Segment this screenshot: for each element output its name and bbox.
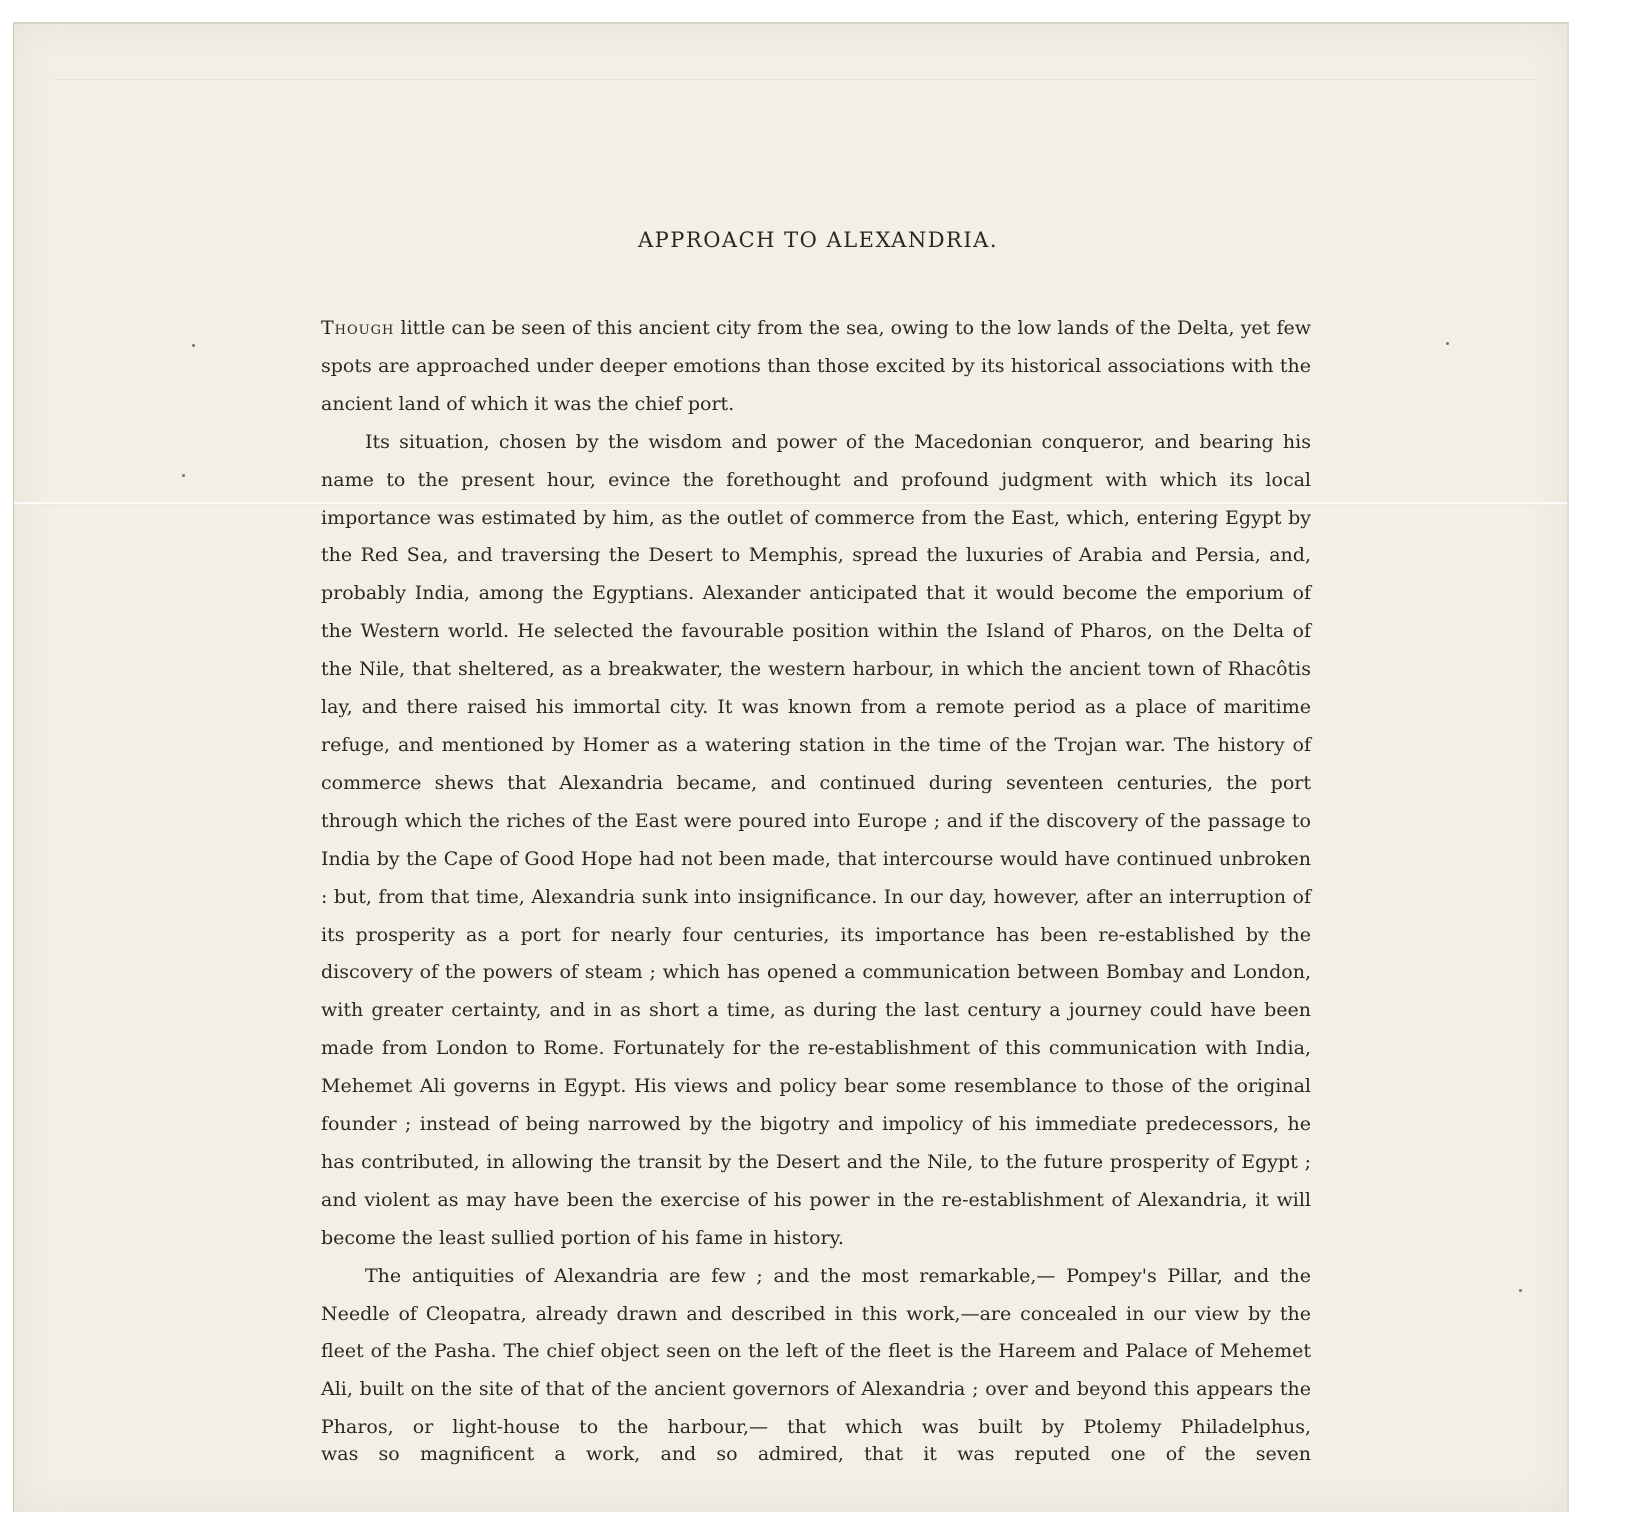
body-text — [321, 310, 1311, 1447]
cut-off-line — [321, 1443, 1311, 1469]
cut-off-line-text: was so magnificent a work, and so admired, that it was reputed one of the seven — [321, 1443, 1311, 1465]
page-title: APPROACH TO ALEXANDRIA. — [637, 228, 999, 252]
paper-speck — [1446, 342, 1449, 345]
paper-speck — [1519, 1289, 1522, 1292]
paper-speck — [192, 344, 195, 347]
paragraph-text: Its situation, chosen by the wisdom and power of the Macedonian conqueror, and bearing his name to the present hour, evince the forethought and profound judgment with which its local importance was estimated by him, as the outlet of commerce from the East, which, entering Egypt by the Red Sea, and traversing the Desert to Memphis, spread the luxuries of Arabia and Persia, and, probably India, among the Egyptians. Alexander anticipated that it would become the emporium of the Western world. He selected the favourable position within the Island of Pharos, on the Delta of the Nile, that sheltered, as a breakwater, the western harbour, in which the ancient town of Rhacôtis lay, and there raised his immortal city. It was known from a remote period as a place of maritime refuge, and mentioned by Homer as a watering station in the time of the Trojan war. The history of commerce shews that Alexandria became, and continued during seventeen centuries, the port through which the riches of the East were poured into Europe ; and if the discovery of the passage to India by the Cape of Good Hope had not been made, that intercourse would have continued unbroken : but, from that time, Alexandria sunk into insignificance. In our day, however, after an interruption of its prosperity as a port for nearly four centuries, its importance has been re-established by the discovery of the powers of steam ; which has opened a communication between Bombay and London, with greater certainty, and in as short a time, as during the last century a journey could have been made from London to Rome. Fortunately for the re-establishment of this communication with India, Mehemet Ali governs in Egypt. His views and policy bear some resemblance to those of the original founder ; instead of being narrowed by the bigotry and impolicy of his immediate predecessors, he has contributed, in allowing the transit by the Desert and the Nile, to the future prosperity of Egypt ; and violent as may have been the exercise of his power in the re-establishment of Alexandria, it will become the least sullied portion of his fame in history. — [321, 430, 1311, 1249]
faint-rule — [54, 79, 1534, 80]
paragraph-text: The antiquities of Alexandria are few ; and the most remarkable,— Pompey's Pillar, and the Needle of Cleopatra, already drawn and described in this work,—are concealed in our view by the fleet of the Pasha. The chief object seen on the left of the fleet is the Hareem and Palace of Mehemet Ali, built on the site of that of the ancient governors of Alexandria ; over and beyond this appears the Pharos, or light-house to the harbour,— that which was built by Ptolemy Philadelphus, — [321, 1264, 1311, 1439]
paragraph-lead-word: Though — [321, 317, 395, 339]
paragraph-2 — [321, 424, 1311, 1258]
paragraph-1 — [321, 310, 1311, 424]
paragraph-text: little can be seen of this ancient city from the sea, owing to the low lands of the Delta, yet few spots are approached under deeper emotions than those excited by its historical associations with the ancient land of which it was the chief port. — [321, 317, 1311, 415]
paragraph-3 — [321, 1258, 1311, 1448]
paper-speck — [182, 474, 185, 477]
